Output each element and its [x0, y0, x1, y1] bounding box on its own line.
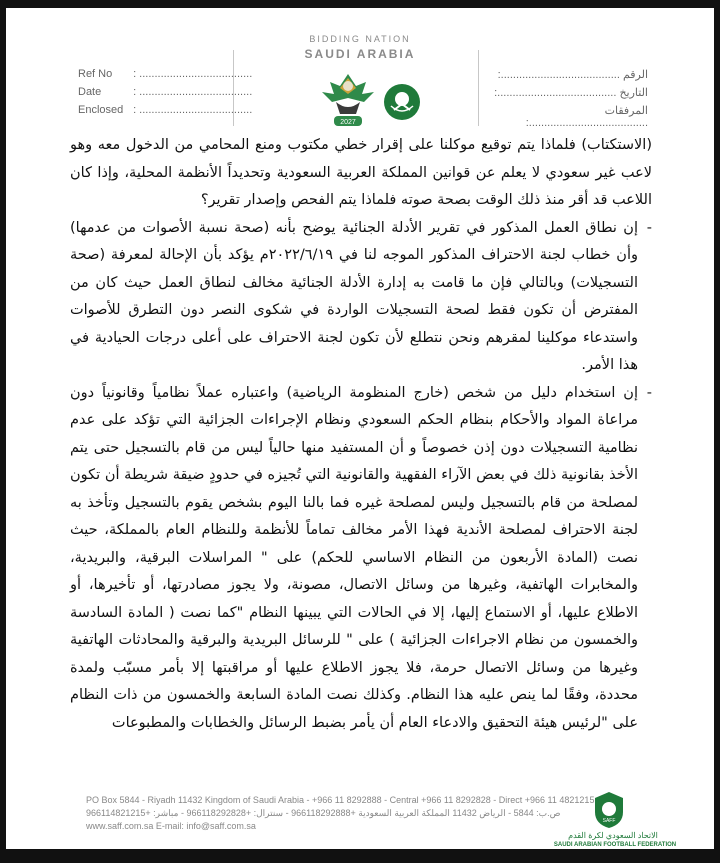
footer-address-en: PO Box 5844 - Riyadh 11432 Kingdom of Saudi Arabia - +966 11 8292888 - Central +966 11 8292828 - Direct +966 11 4821215 [86, 795, 595, 805]
ref-no-ar-field [488, 68, 648, 81]
enclosed-field [78, 104, 252, 116]
ref-no-label: Ref No [78, 68, 113, 80]
enclosed-ar-label: المرفقات [604, 105, 648, 117]
letter-body [70, 132, 652, 737]
paragraph-scope-of-work: - إن نطاق العمل المذكور في تقرير الأدلة الجنائية يوضح بأنه (صحة نسبة الأصوات من عدمها) وأن خطاب لجنة الاحتراف المذكور الموجه لنا في ٢٠٢٢/٦/١٩م يؤكد بأن الإحالة لمعرفة (صحة التسجيلات) وبالتالي فإن ما قامت به إدارة الأدلة الجنائية مخالف لنطاق العمل حيث كان من المفترض أن تكون فقط لصحة التسجيلات الواردة في شكوى النصر دون التطرق للأصوات واستدعاء موكلينا لمقرهم ونحن نتطلع لأن تكون لجنة الاحتراف على أعلى درجات الحيادية في هذا الأمر. [70, 215, 652, 380]
date-ar-field [488, 86, 648, 99]
scan-border-top [0, 0, 720, 8]
paragraph-continuation: (الاستكتاب) فلماذا يتم توقيع موكلنا على إقرار خطي مكتوب ومنع المحامي من الدخول معه وهو لاعب غير سعودي لا يعلم عن قوانين المملكة العربية السعودية وتحديداً الأنظمة المحلية، وإذا كان اللاعب قد أقر منذ ذلك الوقت بصحة صوته فلماذا يتم الفحص وإصدار تقرير؟ [70, 137, 652, 208]
enclosed-label: Enclosed [78, 104, 124, 116]
date-field [78, 86, 252, 98]
enclosed-value: : ..................................... [133, 104, 253, 116]
footer-web-email: www.saff.com.sa E-mail: info@saff.com.sa [86, 821, 256, 831]
footer-phone-ar [86, 808, 560, 819]
date-value: : ..................................... [133, 86, 253, 98]
ref-no-ar-value: .......................................: [497, 69, 620, 81]
header-divider-right [478, 50, 479, 126]
date-ar-label: التاريخ [619, 87, 648, 99]
enclosed-ar-field [488, 104, 648, 129]
scan-border-left [0, 0, 6, 863]
paragraph-evidence-use: - إن استخدام دليل من شخص (خارج المنظومة الرياضية) واعتباره عملاً نظامياً وقانونياً دون مراعاة المواد والأحكام بنظام الحكم السعودي ونظام الإجراءات الجزائية التي تؤكد على عدم نظامية التسجيلات دون إذن خصوصاً و أن المستفيد منها حالياً ليس من قام بالتسجيل حتى يتم الأخذ بقانونية ذلك في بعض الآراء الفقهية والقانونية التي تُجيزه في حدودٍ ضيقة شريطة أن تكون لمصلحة من قام بالتسجيل وليس لمصلحة غيره فما بالنا اليوم بشخص يقوم بالتسجيل وتأخذ به لجنة الاحتراف لمصلحة الأندية فهذا الأمر مخالف تماماً للأنظمة وللنظام العام بالمملكة، حيث نصت (المادة الأربعون من النظام الاساسي للحكم) على " المراسلات البرقية، والبريدية، والمخابرات الهاتفية، وغيرها من وسائل الاتصال، مصونة، ولا يجوز مصادرتها، أو تأخيرها، أو الاطلاع عليها، أو الاستماع إليها، إلا في الحالات التي يبينها النظام "كما نصت ( المادة السادسة والخمسون من نظام الاجراءات الجزائية ) على " للرسائل البريدية والبرقية والمحادثات الهاتفية وغيرها من وسائل الاتصال حرمة، فلا يجوز الاطلاع عليها أو مراقبتها إلا بأمر مسبّب ولمدة محددة، وفقًا لما ينص عليه هذا النظام. وكذلك نصت المادة السابعة والخمسون من ذات النظام على "لرئيس هيئة التحقيق والادعاء العام أن يأمر بضبط الرسائل والخطابات والمطبوعات [70, 380, 652, 738]
bid-2027-falcon-logo [318, 68, 378, 130]
footer-address-ar: ص.ب: 5844 - الرياض 11432 المملكة العربية السعودية +966118292888 - سنترال: +966118292828 - مباشر: +966114821215 [86, 808, 561, 818]
scan-border-bottom [0, 849, 720, 863]
ref-no-ar-label: الرقم [622, 69, 648, 81]
bid-year-label: 2027 [340, 119, 356, 126]
scan-border-right [714, 0, 720, 863]
saff-round-emblem [382, 82, 422, 122]
saff-logo-icon [592, 790, 626, 830]
saudi-arabia-text: SAUDI ARABIA [304, 47, 416, 61]
saff-name-ar: الاتحاد السعودي لكرة القدم [568, 831, 658, 840]
saff-name-en: SAUDI ARABIAN FOOTBALL FEDERATION [553, 842, 677, 848]
bidding-nation-text: BIDDING NATION [309, 34, 411, 44]
date-label: Date [78, 86, 102, 98]
saff-badge-label: SAFF [602, 818, 616, 824]
enclosed-ar-value: .......................................: [525, 117, 648, 129]
ref-no-field [78, 68, 252, 80]
date-ar-value: .......................................: [494, 87, 617, 99]
ref-no-value: : ..................................... [133, 68, 253, 80]
